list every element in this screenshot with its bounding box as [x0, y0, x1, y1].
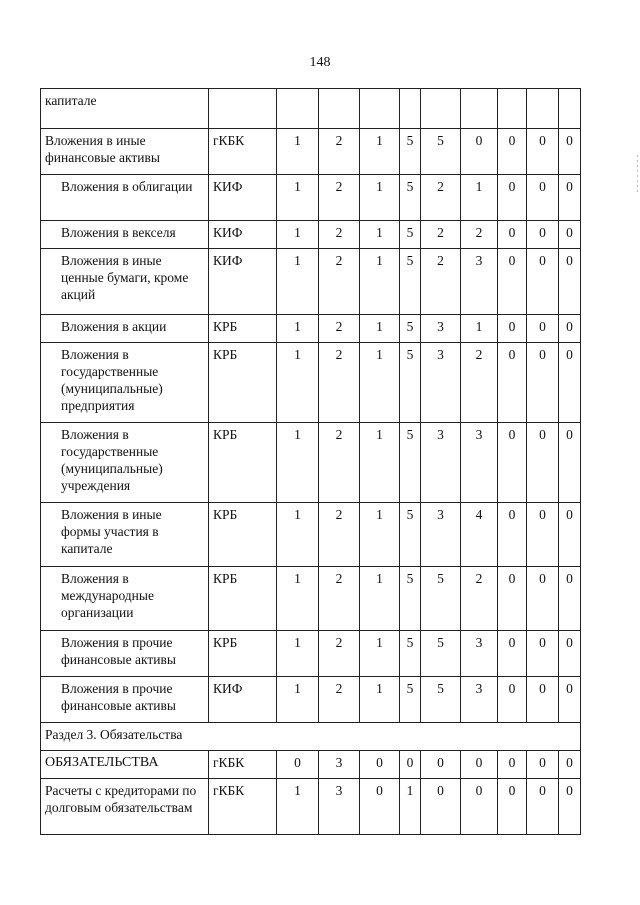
digit-cell: 0	[498, 631, 527, 677]
row-name: Вложения в прочие финансовые активы	[41, 677, 209, 723]
row-name: Вложения в иные формы участия в капитале	[41, 503, 209, 567]
digit-cell: 0	[498, 503, 527, 567]
digit-cell: 0	[498, 175, 527, 221]
table-row	[41, 89, 581, 129]
row-code: КРБ	[209, 503, 277, 567]
digit-cell: 1	[277, 503, 319, 567]
digit-cell: 0	[527, 129, 559, 175]
digit-cell: 1	[360, 129, 400, 175]
digit-cell: 0	[498, 343, 527, 423]
digit-cell: 1	[400, 779, 421, 835]
digit-cell: 1	[277, 567, 319, 631]
table-row	[41, 343, 581, 423]
digit-cell: 5	[421, 567, 461, 631]
digit-cell: 0	[498, 677, 527, 723]
digit-cell: 0	[498, 423, 527, 503]
digit-cell	[527, 89, 559, 129]
digit-cell: 0	[461, 779, 498, 835]
row-code: КРБ	[209, 631, 277, 677]
digit-cell: 5	[421, 677, 461, 723]
row-code: КИФ	[209, 221, 277, 249]
table-row	[41, 751, 581, 779]
row-name: Вложения в государственные (муниципальные) предприятия	[41, 343, 209, 423]
digit-cell: 1	[360, 423, 400, 503]
digit-cell: 2	[319, 677, 360, 723]
digit-cell: 5	[400, 175, 421, 221]
digit-cell: 2	[319, 175, 360, 221]
digit-cell: 2	[319, 315, 360, 343]
digit-cell: 0	[559, 249, 581, 315]
digit-cell: 1	[277, 677, 319, 723]
digit-cell: 1	[360, 221, 400, 249]
row-name: капитале	[41, 89, 209, 129]
digit-cell: 2	[461, 221, 498, 249]
table-row	[41, 567, 581, 631]
digit-cell	[498, 89, 527, 129]
row-code: КРБ	[209, 343, 277, 423]
digit-cell: 1	[360, 631, 400, 677]
page-number: 148	[309, 55, 331, 70]
digit-cell: 5	[421, 631, 461, 677]
row-name: Расчеты с кредиторами по долговым обязательствам	[41, 779, 209, 835]
digit-cell: 5	[421, 129, 461, 175]
row-code: КРБ	[209, 423, 277, 503]
digit-cell: 0	[527, 631, 559, 677]
table-row	[41, 175, 581, 221]
budget-classification-table	[40, 88, 581, 835]
digit-cell: 0	[498, 315, 527, 343]
digit-cell: 3	[461, 677, 498, 723]
digit-cell: 3	[421, 315, 461, 343]
digit-cell: 1	[360, 315, 400, 343]
digit-cell: 5	[400, 343, 421, 423]
digit-cell	[277, 89, 319, 129]
digit-cell: 1	[277, 249, 319, 315]
digit-cell: 0	[527, 175, 559, 221]
digit-cell: 2	[421, 221, 461, 249]
digit-cell: 1	[360, 175, 400, 221]
row-name: Вложения в прочие финансовые активы	[41, 631, 209, 677]
digit-cell: 0	[461, 129, 498, 175]
row-code: КИФ	[209, 249, 277, 315]
digit-cell: 0	[559, 423, 581, 503]
table-row	[41, 503, 581, 567]
table-row	[41, 779, 581, 835]
digit-cell	[559, 89, 581, 129]
row-name: Вложения в иные ценные бумаги, кроме акций	[41, 249, 209, 315]
row-code: гКБК	[209, 751, 277, 779]
digit-cell: 0	[559, 779, 581, 835]
row-code: КИФ	[209, 175, 277, 221]
digit-cell: 4	[461, 503, 498, 567]
digit-cell: 0	[559, 567, 581, 631]
digit-cell: 0	[527, 423, 559, 503]
digit-cell: 2	[319, 503, 360, 567]
digit-cell: 0	[559, 315, 581, 343]
row-name: Вложения в векселя	[41, 221, 209, 249]
digit-cell	[319, 89, 360, 129]
digit-cell: 0	[527, 221, 559, 249]
digit-cell: 3	[421, 503, 461, 567]
digit-cell: 0	[360, 779, 400, 835]
digit-cell: 2	[421, 249, 461, 315]
digit-cell: 2	[421, 175, 461, 221]
table-row	[41, 631, 581, 677]
digit-cell: 3	[461, 423, 498, 503]
digit-cell: 0	[559, 503, 581, 567]
digit-cell: 1	[277, 315, 319, 343]
digit-cell: 2	[461, 567, 498, 631]
row-code: гКБК	[209, 779, 277, 835]
digit-cell: 0	[527, 315, 559, 343]
digit-cell: 0	[527, 503, 559, 567]
digit-cell: 1	[360, 249, 400, 315]
digit-cell: 1	[277, 343, 319, 423]
row-name: Вложения в облигации	[41, 175, 209, 221]
table-row	[41, 315, 581, 343]
digit-cell: 0	[527, 677, 559, 723]
digit-cell: 2	[319, 343, 360, 423]
digit-cell: 1	[360, 503, 400, 567]
digit-cell: 5	[400, 221, 421, 249]
row-name: Вложения в международные организации	[41, 567, 209, 631]
digit-cell: 5	[400, 567, 421, 631]
digit-cell: 0	[277, 751, 319, 779]
digit-cell: 1	[461, 315, 498, 343]
digit-cell: 0	[559, 221, 581, 249]
digit-cell: 3	[421, 343, 461, 423]
digit-cell: 2	[319, 631, 360, 677]
digit-cell	[461, 89, 498, 129]
digit-cell: 0	[527, 779, 559, 835]
digit-cell: 1	[461, 175, 498, 221]
digit-cell: 0	[498, 567, 527, 631]
row-name: ОБЯЗАТЕЛЬСТВА	[41, 751, 209, 779]
digit-cell: 5	[400, 631, 421, 677]
digit-cell: 3	[421, 423, 461, 503]
row-name: Вложения в государственные (муниципальные) учреждения	[41, 423, 209, 503]
digit-cell: 5	[400, 249, 421, 315]
digit-cell: 2	[319, 221, 360, 249]
digit-cell: 0	[527, 249, 559, 315]
digit-cell: 1	[360, 343, 400, 423]
digit-cell: 0	[421, 751, 461, 779]
digit-cell: 3	[461, 631, 498, 677]
digit-cell: 0	[498, 751, 527, 779]
digit-cell: 0	[360, 751, 400, 779]
digit-cell: 0	[498, 221, 527, 249]
digit-cell: 5	[400, 315, 421, 343]
digit-cell: 2	[319, 567, 360, 631]
table-row	[41, 677, 581, 723]
row-name: Вложения в акции	[41, 315, 209, 343]
row-name: Вложения в иные финансовые активы	[41, 129, 209, 175]
digit-cell: 2	[461, 343, 498, 423]
digit-cell: 0	[498, 249, 527, 315]
digit-cell: 0	[559, 129, 581, 175]
digit-cell: 0	[527, 343, 559, 423]
digit-cell: 0	[461, 751, 498, 779]
digit-cell: 0	[559, 751, 581, 779]
digit-cell: 1	[277, 423, 319, 503]
digit-cell: 0	[498, 129, 527, 175]
digit-cell: 0	[527, 567, 559, 631]
digit-cell: 1	[277, 631, 319, 677]
row-code	[209, 89, 277, 129]
digit-cell: 3	[319, 751, 360, 779]
digit-cell: 0	[400, 751, 421, 779]
digit-cell: 3	[461, 249, 498, 315]
digit-cell: 1	[277, 221, 319, 249]
digit-cell: 0	[559, 175, 581, 221]
digit-cell: 1	[277, 779, 319, 835]
digit-cell: 1	[277, 129, 319, 175]
digit-cell: 5	[400, 129, 421, 175]
row-code: КРБ	[209, 567, 277, 631]
digit-cell: 1	[360, 677, 400, 723]
digit-cell: 0	[559, 343, 581, 423]
digit-cell	[421, 89, 461, 129]
scan-edge-mark	[637, 155, 638, 195]
digit-cell: 1	[360, 567, 400, 631]
row-code: КИФ	[209, 677, 277, 723]
digit-cell	[400, 89, 421, 129]
digit-cell: 2	[319, 423, 360, 503]
row-code: КРБ	[209, 315, 277, 343]
table-row	[41, 129, 581, 175]
digit-cell: 5	[400, 677, 421, 723]
digit-cell: 5	[400, 503, 421, 567]
digit-cell	[360, 89, 400, 129]
digit-cell: 0	[527, 751, 559, 779]
digit-cell: 5	[400, 423, 421, 503]
digit-cell: 0	[559, 631, 581, 677]
digit-cell: 0	[498, 779, 527, 835]
table-row	[41, 221, 581, 249]
digit-cell: 3	[319, 779, 360, 835]
table-row	[41, 249, 581, 315]
digit-cell: 1	[277, 175, 319, 221]
digit-cell: 2	[319, 129, 360, 175]
digit-cell: 0	[559, 677, 581, 723]
digit-cell: 0	[421, 779, 461, 835]
table-row	[41, 423, 581, 503]
digit-cell: 2	[319, 249, 360, 315]
row-code: гКБК	[209, 129, 277, 175]
section-heading: Раздел 3. Обязательства	[41, 723, 581, 751]
table-row	[41, 723, 581, 751]
